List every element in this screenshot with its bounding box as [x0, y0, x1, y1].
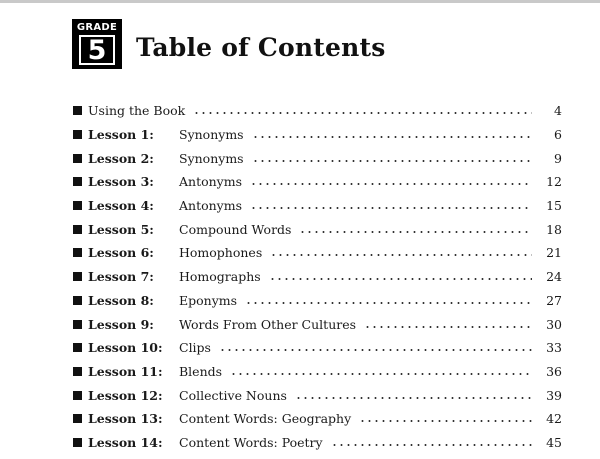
bullet-icon [73, 343, 82, 352]
bullet-icon [73, 272, 82, 281]
toc-entry-title: Blends [179, 363, 223, 379]
lesson-label: Lesson 5: [88, 221, 154, 237]
bullet-icon [73, 130, 82, 139]
toc-page-number: 36 [546, 363, 562, 379]
grade-number: 5 [79, 35, 115, 65]
dot-leader [193, 112, 532, 114]
page-title: Table of Contents [136, 33, 386, 62]
dot-leader [219, 349, 532, 351]
lesson-label: Lesson 14: [88, 434, 163, 450]
lesson-label: Lesson 11: [88, 363, 163, 379]
lesson-label: Lesson 9: [88, 316, 154, 332]
lesson-label: Lesson 10: [88, 340, 163, 356]
grade-label: GRADE [76, 22, 118, 33]
dot-leader [299, 231, 532, 233]
toc-row[interactable] [73, 265, 562, 289]
bullet-icon [73, 106, 82, 115]
bullet-icon [73, 414, 82, 423]
lesson-label: Lesson 12: [88, 387, 163, 403]
bullet-icon [73, 154, 82, 163]
bullet-icon [73, 201, 82, 210]
lesson-label: Lesson 3: [88, 174, 154, 190]
toc-row[interactable] [73, 146, 562, 170]
toc-page-number: 9 [554, 150, 562, 166]
toc-entry-title: Eponyms [179, 292, 238, 308]
toc-row[interactable] [73, 289, 562, 313]
dot-leader [269, 278, 532, 280]
lesson-label: Lesson 7: [88, 269, 154, 285]
toc-page-number: 30 [546, 316, 562, 332]
toc-row[interactable] [73, 217, 562, 241]
toc-page-number: 33 [546, 340, 562, 356]
dot-leader [230, 373, 532, 375]
bullet-icon [73, 438, 82, 447]
lesson-label: Lesson 8: [88, 292, 154, 308]
dot-leader [252, 136, 532, 138]
toc-row-intro[interactable] [73, 99, 562, 123]
dot-leader [331, 444, 532, 446]
toc-entry-title: Synonyms [179, 127, 244, 143]
toc-entry-title: Antonyms [179, 198, 243, 214]
toc-entry-title: Homophones [179, 245, 263, 261]
bullet-icon [73, 391, 82, 400]
toc-entry-title: Content Words: Poetry [179, 434, 323, 450]
dot-leader [252, 160, 532, 162]
toc-page-number: 45 [546, 434, 562, 450]
grade-badge [72, 19, 122, 69]
toc-entry-title: Content Words: Geography [179, 411, 352, 427]
toc-entry-title: Using the Book [88, 103, 186, 119]
bullet-icon [73, 320, 82, 329]
dot-leader [250, 183, 532, 185]
toc-row[interactable] [73, 336, 562, 360]
toc-row[interactable] [73, 360, 562, 384]
toc-page-number: 15 [546, 198, 562, 214]
toc-entry-title: Clips [179, 340, 211, 356]
toc-page-number: 42 [546, 411, 562, 427]
lesson-label: Lesson 1: [88, 127, 154, 143]
toc-entry-title: Antonyms [179, 174, 243, 190]
bullet-icon [73, 248, 82, 257]
toc-page-number: 12 [546, 174, 562, 190]
bullet-icon [73, 225, 82, 234]
toc-row[interactable] [73, 123, 562, 147]
toc-page-number: 4 [554, 103, 562, 119]
dot-leader [364, 326, 532, 328]
toc-entry-title: Compound Words [179, 221, 292, 237]
table-of-contents [73, 99, 562, 454]
dot-leader [295, 397, 532, 399]
toc-page-number: 24 [546, 269, 562, 285]
toc-entry-title: Synonyms [179, 150, 244, 166]
top-rule [0, 0, 600, 3]
toc-page-number: 39 [546, 387, 562, 403]
bullet-icon [73, 367, 82, 376]
lesson-label: Lesson 6: [88, 245, 154, 261]
bullet-icon [73, 296, 82, 305]
bullet-icon [73, 177, 82, 186]
toc-row[interactable] [73, 194, 562, 218]
toc-row[interactable] [73, 170, 562, 194]
dot-leader [250, 207, 532, 209]
lesson-label: Lesson 2: [88, 150, 154, 166]
toc-row[interactable] [73, 383, 562, 407]
toc-entry-title: Homographs [179, 269, 261, 285]
dot-leader [270, 254, 532, 256]
toc-page-number: 27 [546, 292, 562, 308]
toc-row[interactable] [73, 407, 562, 431]
lesson-label: Lesson 13: [88, 411, 163, 427]
toc-row[interactable] [73, 241, 562, 265]
toc-page-number: 6 [554, 127, 562, 143]
toc-page-number: 21 [546, 245, 562, 261]
lesson-label: Lesson 4: [88, 198, 154, 214]
dot-leader [245, 302, 532, 304]
toc-entry-title: Collective Nouns [179, 387, 287, 403]
dot-leader [359, 420, 532, 422]
toc-page-number: 18 [546, 221, 562, 237]
toc-entry-title: Words From Other Cultures [179, 316, 357, 332]
toc-row[interactable] [73, 312, 562, 336]
toc-row[interactable] [73, 431, 562, 455]
